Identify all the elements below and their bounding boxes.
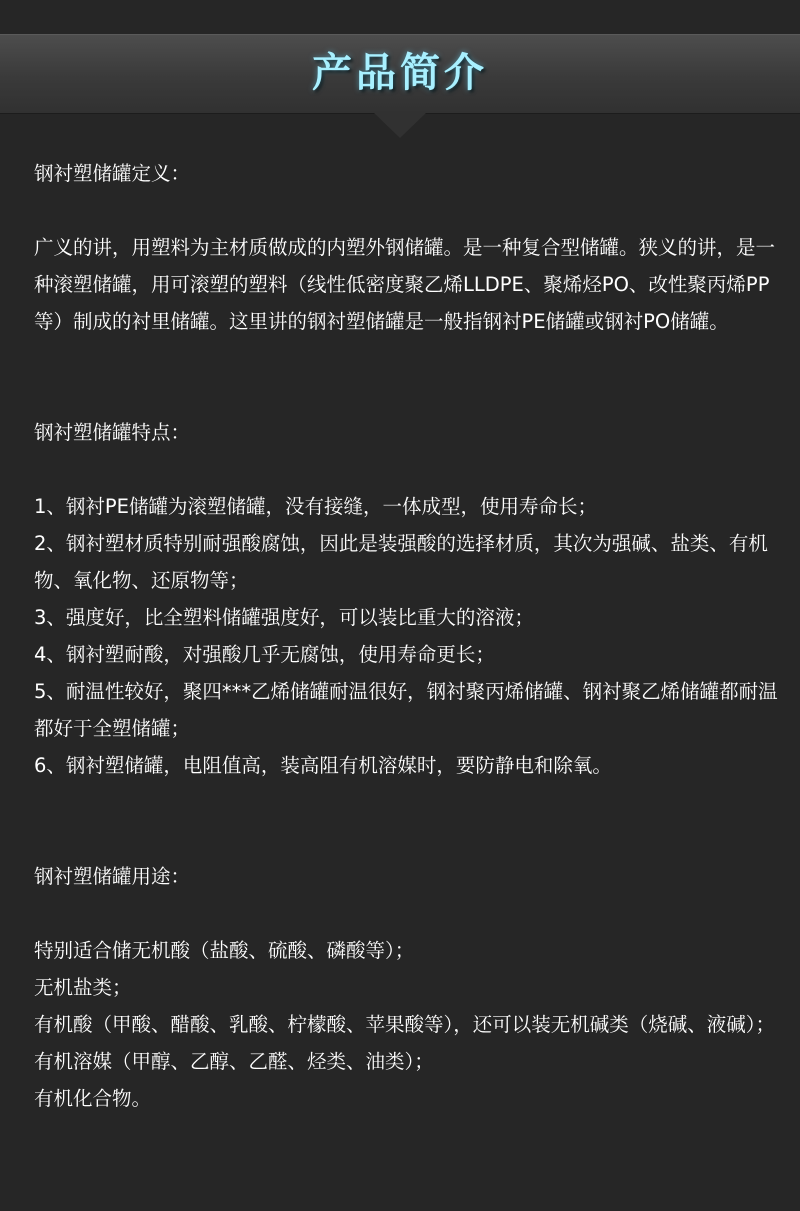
content-body	[34, 155, 784, 1117]
banner-notch	[373, 112, 427, 138]
feature-item: 2、钢衬塑材质特别耐强酸腐蚀，因此是装强酸的选择材质，其次为强碱、盐类、有机物、氧化物、还原物等；	[34, 532, 768, 592]
use-item: 有机酸（甲酸、醋酸、乳酸、柠檬酸、苹果酸等），还可以装无机碱类（烧碱、液碱）；	[34, 1013, 776, 1036]
spacer	[34, 784, 784, 858]
spacer	[34, 895, 784, 932]
use-item: 特别适合储无机酸（盐酸、硫酸、磷酸等）；	[34, 939, 415, 962]
spacer	[34, 192, 784, 229]
definition-heading: 钢衬塑储罐定义：	[34, 162, 191, 185]
definition-paragraph: 广义的讲，用塑料为主材质做成的内塑外钢储罐。是一种复合型储罐。狭义的讲，是一种滚塑储罐，用可滚塑的塑料（线性低密度聚乙烯LLDPE、聚烯烃PO、改性聚丙烯PP等）制成的衬里储罐。这里讲的钢衬塑储罐是一般指钢衬PE储罐或钢衬PO储罐。	[34, 236, 776, 333]
feature-item: 5、耐温性较好，聚四***乙烯储罐耐温很好，钢衬聚丙烯储罐、钢衬聚乙烯储罐都耐温都好于全塑储罐；	[34, 680, 778, 740]
page-title: 产品简介	[312, 50, 488, 96]
use-item: 无机盐类；	[34, 976, 132, 999]
uses-heading: 钢衬塑储罐用途：	[34, 865, 191, 888]
feature-item: 6、钢衬塑储罐，电阻值高，装高阻有机溶媒时，要防静电和除氧。	[34, 754, 612, 777]
spacer	[34, 451, 784, 488]
feature-item: 3、强度好，比全塑料储罐强度好，可以装比重大的溶液；	[34, 606, 534, 629]
use-item: 有机溶媒（甲醇、乙醇、乙醛、烃类、油类）；	[34, 1050, 434, 1073]
spacer	[34, 340, 784, 414]
feature-item: 4、钢衬塑耐酸，对强酸几乎无腐蚀，使用寿命更长；	[34, 643, 495, 666]
feature-item: 1、钢衬PE储罐为滚塑储罐，没有接缝，一体成型，使用寿命长；	[34, 495, 597, 518]
use-item: 有机化合物。	[34, 1087, 152, 1110]
features-heading: 钢衬塑储罐特点：	[34, 421, 191, 444]
